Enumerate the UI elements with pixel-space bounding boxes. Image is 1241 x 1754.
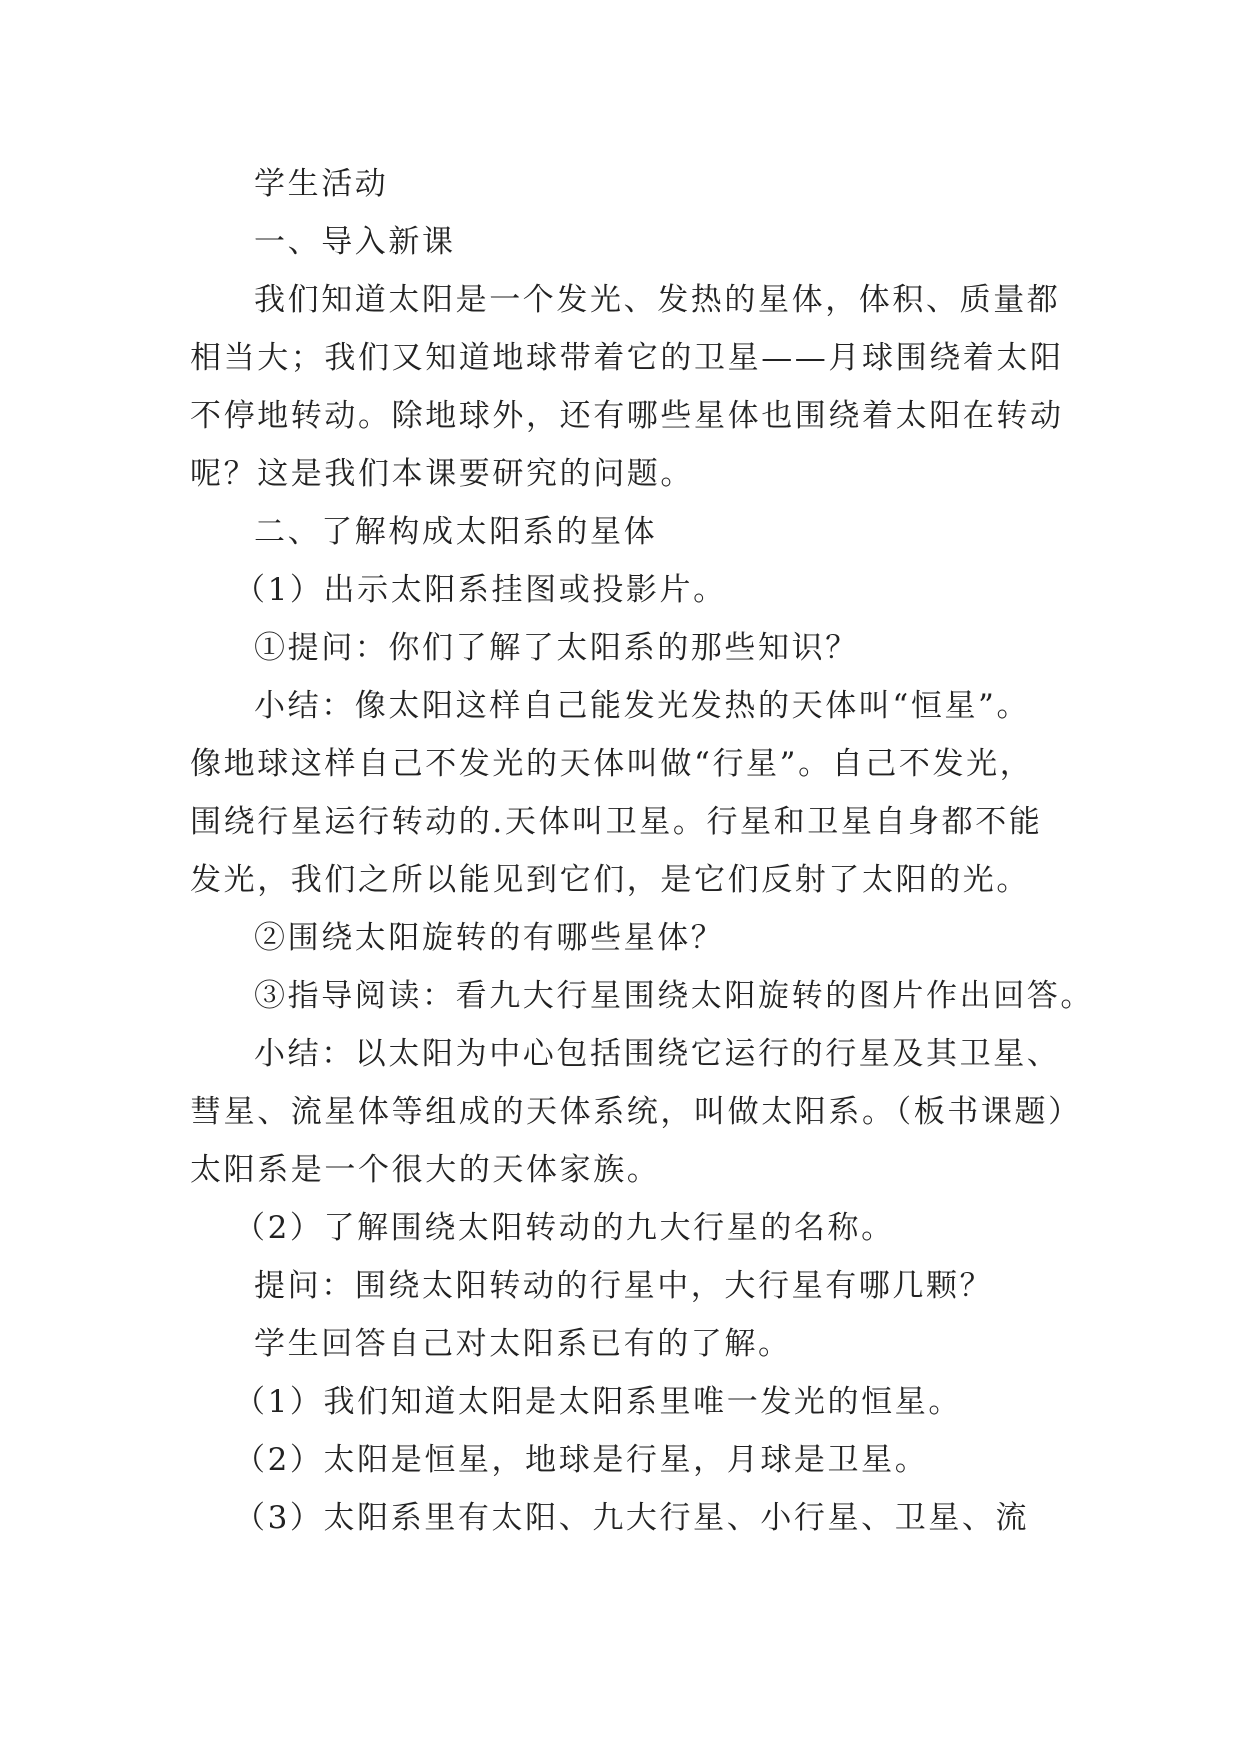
section-heading-intro: 一、导入新课 (254, 224, 456, 260)
list-item: （2）了解围绕太阳转动的九大行星的名称。 (234, 1210, 895, 1246)
document-body (190, 155, 1094, 1547)
paragraph-line: 不停地转动。除地球外，还有哪些星体也围绕着太阳在转动 (190, 398, 1064, 434)
list-item: （1）出示太阳系挂图或投影片。 (234, 572, 727, 608)
list-item: ③指导阅读：看九大行星围绕太阳旋转的图片作出回答。 (254, 978, 1094, 1014)
list-item: （2）太阳是恒星，地球是行星，月球是卫星。 (234, 1442, 929, 1478)
list-item: ②围绕太阳旋转的有哪些星体？ (254, 920, 725, 956)
paragraph-line: 学生回答自己对太阳系已有的了解。 (254, 1326, 792, 1362)
section-heading-student-activity: 学生活动 (254, 166, 389, 202)
paragraph-line: 我们知道太阳是一个发光、发热的星体，体积、质量都 (254, 282, 1061, 318)
paragraph-line: 小结：以太阳为中心包括围绕它运行的行星及其卫星、 (254, 1036, 1061, 1072)
section-heading-solar-system: 二、了解构成太阳系的星体 (254, 514, 658, 550)
paragraph-line: 围绕行星运行转动的.天体叫卫星。行星和卫星自身都不能 (190, 804, 1043, 840)
paragraph-line: 相当大；我们又知道地球带着它的卫星——月球围绕着太阳 (190, 340, 1064, 376)
paragraph-line: 提问：围绕太阳转动的行星中，大行星有哪几颗？ (254, 1268, 994, 1304)
paragraph-line: 小结：像太阳这样自己能发光发热的天体叫“恒星”。 (254, 688, 1031, 724)
paragraph-line: 像地球这样自己不发光的天体叫做“行星”。自己不发光， (190, 746, 1034, 782)
paragraph-line: 呢？这是我们本课要研究的问题。 (190, 456, 694, 492)
paragraph-line: 太阳系是一个很大的天体家族。 (190, 1152, 661, 1188)
list-item: （1）我们知道太阳是太阳系里唯一发光的恒星。 (234, 1384, 962, 1420)
list-item: ①提问：你们了解了太阳系的那些知识？ (254, 630, 859, 666)
list-item: （3）太阳系里有太阳、九大行星、小行星、卫星、流 (234, 1500, 1030, 1536)
paragraph-line: 发光，我们之所以能见到它们，是它们反射了太阳的光。 (190, 862, 1030, 898)
paragraph-line: 彗星、流星体等组成的天体系统，叫做太阳系。（板书课题） (190, 1094, 1082, 1130)
